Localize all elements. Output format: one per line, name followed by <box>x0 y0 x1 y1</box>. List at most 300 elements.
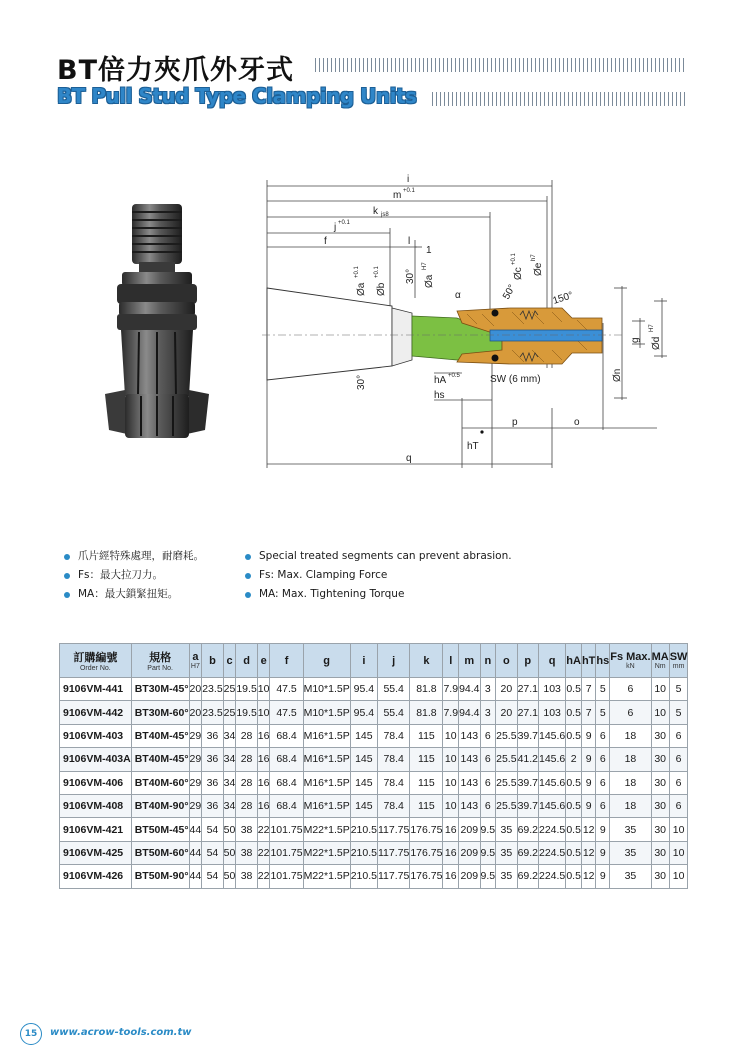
column-header <box>350 644 377 678</box>
table-cell: 30 <box>651 865 669 888</box>
column-header-label: hs <box>596 654 610 667</box>
table-cell: 27.1 <box>517 678 538 701</box>
table-cell: 47.5 <box>270 678 303 701</box>
note-en-1: Special treated segments can prevent abrasion. <box>245 547 512 566</box>
table-cell: 25 <box>223 701 236 724</box>
dim-label-q: q <box>406 453 412 464</box>
table-cell: 19.5 <box>236 701 257 724</box>
table-cell: 35 <box>610 865 651 888</box>
column-header <box>60 644 132 678</box>
table-cell: 210.5 <box>350 841 377 864</box>
table-row <box>60 818 688 841</box>
table-cell: 115 <box>410 794 443 817</box>
dim-label-i: i <box>407 174 410 185</box>
table-cell: 19.5 <box>236 678 257 701</box>
column-header <box>517 644 538 678</box>
table-cell: 5 <box>596 678 610 701</box>
table-cell: 28 <box>236 771 257 794</box>
table-cell: 30 <box>651 794 669 817</box>
table-cell: 0.5 <box>566 678 582 701</box>
table-cell: 10 <box>443 794 459 817</box>
table-cell: 36 <box>202 748 223 771</box>
table-cell: 94.4 <box>459 701 480 724</box>
column-header <box>378 644 410 678</box>
table-cell: 145.6 <box>539 794 566 817</box>
table-cell: 25.5 <box>496 794 517 817</box>
table-row <box>60 701 688 724</box>
table-cell: 143 <box>459 771 480 794</box>
order-number-cell: 9106VM-403 <box>60 724 132 747</box>
table-cell: 29 <box>189 748 202 771</box>
table-cell: 145 <box>350 724 377 747</box>
table-cell: 176.75 <box>410 841 443 864</box>
order-number-cell: 9106VM-426 <box>60 865 132 888</box>
table-cell: 35 <box>610 841 651 864</box>
column-header-label: p <box>524 654 532 667</box>
table-cell: 9 <box>596 818 610 841</box>
table-cell: 34 <box>223 724 236 747</box>
table-cell: 7.9 <box>443 678 459 701</box>
column-header-label: g <box>323 654 331 667</box>
table-cell: 81.8 <box>410 701 443 724</box>
table-cell: 35 <box>496 865 517 888</box>
table-cell: 68.4 <box>270 771 303 794</box>
column-header-label: SW <box>669 650 688 663</box>
table-cell: 78.4 <box>378 771 410 794</box>
table-cell: 23.5 <box>202 701 223 724</box>
table-cell: 78.4 <box>378 724 410 747</box>
dim-tol-k: js8 <box>381 212 389 218</box>
dim-label-o: o <box>574 417 580 428</box>
part-number-cell: BT40M-45° <box>131 748 189 771</box>
column-header-unit: kN <box>626 662 635 670</box>
column-header <box>566 644 582 678</box>
table-cell: 78.4 <box>378 748 410 771</box>
table-row <box>60 771 688 794</box>
table-cell: 0.5 <box>566 771 582 794</box>
table-cell: 115 <box>410 771 443 794</box>
part-number-cell: BT50M-90° <box>131 865 189 888</box>
table-cell: 35 <box>496 818 517 841</box>
table-cell: 209 <box>459 818 480 841</box>
table-cell: 30 <box>651 841 669 864</box>
table-cell: 55.4 <box>378 701 410 724</box>
table-cell: 143 <box>459 724 480 747</box>
table-cell: 6 <box>596 748 610 771</box>
table-cell: 54 <box>202 865 223 888</box>
table-cell: 12 <box>581 865 595 888</box>
table-cell: M22*1.5P <box>303 865 350 888</box>
dim-label-n: Øn <box>612 368 623 382</box>
table-cell: 16 <box>443 818 459 841</box>
table-row <box>60 865 688 888</box>
dim-label-e: Øe <box>533 262 544 276</box>
column-header <box>480 644 496 678</box>
table-cell: 6 <box>596 794 610 817</box>
table-cell: M16*1.5P <box>303 724 350 747</box>
column-header-label: n <box>484 654 492 667</box>
table-cell: 101.75 <box>270 818 303 841</box>
notes-en <box>245 547 512 604</box>
table-cell: 224.5 <box>539 818 566 841</box>
table-cell: 3 <box>480 678 496 701</box>
table-cell: 69.2 <box>517 841 538 864</box>
table-row <box>60 841 688 864</box>
table-cell: 9 <box>596 841 610 864</box>
table-cell: 115 <box>410 748 443 771</box>
table-cell: 39.7 <box>517 771 538 794</box>
table-cell: 50 <box>223 865 236 888</box>
table-cell: 176.75 <box>410 818 443 841</box>
table-cell: 7 <box>581 701 595 724</box>
dim-tol-b: +0.1 <box>374 266 380 278</box>
column-header-unit: mm <box>672 662 685 670</box>
title-stripe-top <box>315 58 687 72</box>
table-cell: M16*1.5P <box>303 748 350 771</box>
table-cell: 10 <box>443 724 459 747</box>
table-cell: 50 <box>223 818 236 841</box>
column-header-unit: Order No. <box>79 664 111 672</box>
technical-drawing <box>262 168 702 468</box>
table-cell: 6 <box>596 771 610 794</box>
dim-label-d: Ød <box>651 336 662 350</box>
table-cell: 115 <box>410 724 443 747</box>
table-cell: 50 <box>223 841 236 864</box>
table-cell: 0.5 <box>566 724 582 747</box>
table-cell: 5 <box>596 701 610 724</box>
column-header-label: j <box>392 654 396 667</box>
note-zh-3: MA：最大鎖緊扭矩。 <box>64 585 204 604</box>
table-cell: 36 <box>202 724 223 747</box>
title-stripe-bottom <box>432 92 687 106</box>
table-cell: 38 <box>236 841 257 864</box>
dim-tol-d: H7 <box>649 324 655 332</box>
column-header <box>669 644 688 678</box>
table-body <box>60 678 688 889</box>
table-cell: 6 <box>669 771 688 794</box>
table-cell: 44 <box>189 841 202 864</box>
order-number-cell: 9106VM-441 <box>60 678 132 701</box>
table-cell: 28 <box>236 794 257 817</box>
table-cell: 9 <box>581 748 595 771</box>
table-cell: 34 <box>223 794 236 817</box>
table-cell: 22 <box>257 841 270 864</box>
table-cell: 16 <box>257 771 270 794</box>
table-cell: M10*1.5P <box>303 678 350 701</box>
table-cell: 81.8 <box>410 678 443 701</box>
order-number-cell: 9106VM-408 <box>60 794 132 817</box>
column-header-label: 訂購編號 <box>73 651 118 664</box>
table-cell: 7 <box>581 678 595 701</box>
table-cell: 25.5 <box>496 724 517 747</box>
table-cell: 117.75 <box>378 818 410 841</box>
column-header-label: k <box>423 654 430 667</box>
dim-label-30: 30° <box>356 374 367 390</box>
dim-label-f: f <box>324 236 327 247</box>
notes-zh <box>64 547 204 604</box>
table-cell: 78.4 <box>378 794 410 817</box>
dim-label-c: Øc <box>513 267 524 280</box>
note-zh-2: Fs：最大拉刀力。 <box>64 566 204 585</box>
table-cell: 3 <box>480 701 496 724</box>
page-title-zh: BT倍力夾爪外牙式 <box>57 55 294 86</box>
column-header-label: o <box>502 654 510 667</box>
table-cell: 0.5 <box>566 865 582 888</box>
table-cell: 117.75 <box>378 841 410 864</box>
table-cell: 0.5 <box>566 818 582 841</box>
part-number-cell: BT40M-60° <box>131 771 189 794</box>
table-cell: 54 <box>202 818 223 841</box>
table-cell: 145 <box>350 771 377 794</box>
page-title-en: BT Pull Stud Type Clamping Units <box>57 84 417 108</box>
table-cell: 145.6 <box>539 724 566 747</box>
table-cell: 145 <box>350 748 377 771</box>
dim-tol-c: +0.1 <box>511 253 517 265</box>
table-cell: 18 <box>610 794 651 817</box>
dim-tol-a: +0.1 <box>354 266 360 278</box>
column-header <box>131 644 189 678</box>
table-cell: 10 <box>669 841 688 864</box>
column-header <box>270 644 303 678</box>
dim-label-150: 150° <box>551 289 575 307</box>
table-cell: 12 <box>581 818 595 841</box>
table-cell: 103 <box>539 678 566 701</box>
table-cell: 9 <box>581 771 595 794</box>
table-cell: 6 <box>610 678 651 701</box>
column-header <box>596 644 610 678</box>
table-cell: 143 <box>459 748 480 771</box>
order-number-cell: 9106VM-425 <box>60 841 132 864</box>
table-cell: 10 <box>669 865 688 888</box>
table-cell: 68.4 <box>270 748 303 771</box>
column-header <box>651 644 669 678</box>
dim-label-a: Øa <box>356 282 367 296</box>
table-cell: 54 <box>202 841 223 864</box>
column-header-label: hA <box>566 654 581 667</box>
table-cell: 20 <box>189 678 202 701</box>
column-header <box>223 644 236 678</box>
column-header-unit: H7 <box>190 662 200 670</box>
dim-label-a2: Øa <box>424 274 435 288</box>
table-cell: 10 <box>669 818 688 841</box>
table-cell: 39.7 <box>517 724 538 747</box>
dim-tol-a2: H7 <box>422 262 428 270</box>
table-cell: 10 <box>443 748 459 771</box>
table-cell: 176.75 <box>410 865 443 888</box>
dim-label-50: 50° <box>501 282 519 302</box>
table-cell: 210.5 <box>350 865 377 888</box>
table-cell: 16 <box>443 841 459 864</box>
dim-label-hs: hs <box>434 390 445 401</box>
table-cell: 34 <box>223 748 236 771</box>
table-cell: 6 <box>669 724 688 747</box>
note-en-3: MA: Max. Tightening Torque <box>245 585 512 604</box>
product-photo <box>95 190 225 450</box>
table-cell: 6 <box>480 794 496 817</box>
column-header <box>257 644 270 678</box>
table-cell: 36 <box>202 794 223 817</box>
website-link[interactable]: www.acrow-tools.com.tw <box>50 1027 192 1038</box>
table-cell: 145 <box>350 794 377 817</box>
part-number-cell: BT50M-45° <box>131 818 189 841</box>
table-cell: 30 <box>651 724 669 747</box>
part-number-cell: BT50M-60° <box>131 841 189 864</box>
table-cell: M16*1.5P <box>303 771 350 794</box>
column-header <box>202 644 223 678</box>
table-cell: 44 <box>189 865 202 888</box>
column-header <box>410 644 443 678</box>
table-cell: 0.5 <box>566 701 582 724</box>
table-cell: 25.5 <box>496 771 517 794</box>
table-cell: 6 <box>669 794 688 817</box>
note-en-2: Fs: Max. Clamping Force <box>245 566 512 585</box>
table-cell: M22*1.5P <box>303 841 350 864</box>
table-cell: 101.75 <box>270 841 303 864</box>
column-header <box>459 644 480 678</box>
dim-label-k: k <box>373 206 378 217</box>
table-cell: M16*1.5P <box>303 794 350 817</box>
table-cell: 29 <box>189 724 202 747</box>
table-cell: 22 <box>257 818 270 841</box>
table-cell: 101.75 <box>270 865 303 888</box>
column-header <box>496 644 517 678</box>
table-row <box>60 724 688 747</box>
table-cell: 95.4 <box>350 678 377 701</box>
table-cell: 16 <box>443 865 459 888</box>
table-cell: 9 <box>581 724 595 747</box>
column-header-label: l <box>449 654 453 667</box>
column-header <box>236 644 257 678</box>
table-cell: 68.4 <box>270 794 303 817</box>
dim-label-hT: hT <box>467 441 479 452</box>
order-number-cell: 9106VM-406 <box>60 771 132 794</box>
table-cell: 143 <box>459 794 480 817</box>
table-cell: 35 <box>610 818 651 841</box>
dim-label-30top: 30° <box>405 268 416 284</box>
table-cell: 9.5 <box>480 865 496 888</box>
table-cell: 5 <box>669 678 688 701</box>
table-row <box>60 794 688 817</box>
table-cell: 69.2 <box>517 865 538 888</box>
table-cell: 145.6 <box>539 771 566 794</box>
table-cell: 9.5 <box>480 841 496 864</box>
part-number-cell: BT40M-45° <box>131 724 189 747</box>
column-header-label: f <box>284 654 289 667</box>
spec-table <box>59 643 688 889</box>
dim-label-sw: SW (6 mm) <box>490 374 541 385</box>
table-cell: M10*1.5P <box>303 701 350 724</box>
dim-label-m: m <box>393 190 402 201</box>
table-row <box>60 678 688 701</box>
table-cell: 47.5 <box>270 701 303 724</box>
dim-label-j: j <box>334 222 337 233</box>
column-header-label: e <box>260 654 267 667</box>
table-cell: 44 <box>189 818 202 841</box>
column-header <box>581 644 595 678</box>
table-cell: 18 <box>610 771 651 794</box>
column-header-label: hT <box>581 654 596 667</box>
table-cell: 7.9 <box>443 701 459 724</box>
table-cell: 20 <box>189 701 202 724</box>
table-cell: 55.4 <box>378 678 410 701</box>
column-header <box>610 644 651 678</box>
table-cell: 36 <box>202 771 223 794</box>
table-cell: 30 <box>651 818 669 841</box>
table-cell: 20 <box>496 701 517 724</box>
column-header-label: c <box>226 654 233 667</box>
table-cell: 210.5 <box>350 818 377 841</box>
column-header-label: i <box>362 654 366 667</box>
table-cell: 28 <box>236 724 257 747</box>
table-cell: 18 <box>610 748 651 771</box>
table-cell: 6 <box>480 771 496 794</box>
column-header-label: 規格 <box>149 651 172 664</box>
dim-label-hA: hA <box>434 375 447 386</box>
table-cell: 16 <box>257 794 270 817</box>
table-cell: 12 <box>581 841 595 864</box>
table-cell: 27.1 <box>517 701 538 724</box>
part-number-cell: BT30M-60° <box>131 701 189 724</box>
table-cell: 25.5 <box>496 748 517 771</box>
table-cell: 69.2 <box>517 818 538 841</box>
dim-label-alpha: α <box>455 290 461 301</box>
table-cell: 6 <box>610 701 651 724</box>
table-cell: M22*1.5P <box>303 818 350 841</box>
table-cell: 38 <box>236 818 257 841</box>
dim-label-g: g <box>630 337 641 343</box>
table-cell: 10 <box>651 678 669 701</box>
table-cell: 9 <box>596 865 610 888</box>
table-header-row <box>60 644 688 678</box>
table-cell: 18 <box>610 724 651 747</box>
table-cell: 16 <box>257 748 270 771</box>
table-cell: 39.7 <box>517 794 538 817</box>
column-header <box>539 644 566 678</box>
table-cell: 20 <box>496 678 517 701</box>
table-cell: 2 <box>566 748 582 771</box>
column-header-label: q <box>548 654 556 667</box>
table-cell: 6 <box>480 724 496 747</box>
table-cell: 10 <box>651 701 669 724</box>
dim-label-b: Øb <box>376 282 387 296</box>
table-cell: 22 <box>257 865 270 888</box>
dim-label-p: p <box>512 417 518 428</box>
column-header-label: d <box>243 654 250 667</box>
table-cell: 5 <box>669 701 688 724</box>
column-header-label: MA <box>651 650 669 663</box>
table-cell: 41.2 <box>517 748 538 771</box>
dim-tol-hA: +0.5 <box>448 373 460 379</box>
table-cell: 30 <box>651 748 669 771</box>
table-cell: 6 <box>669 748 688 771</box>
table-cell: 10 <box>257 678 270 701</box>
column-header-label: Fs Max. <box>610 650 651 663</box>
dim-label-l: l <box>408 236 411 247</box>
part-number-cell: BT30M-45° <box>131 678 189 701</box>
order-number-cell: 9106VM-403A <box>60 748 132 771</box>
table-cell: 224.5 <box>539 865 566 888</box>
table-cell: 10 <box>257 701 270 724</box>
table-cell: 23.5 <box>202 678 223 701</box>
table-cell: 6 <box>480 748 496 771</box>
column-header-label: a <box>192 650 199 663</box>
table-cell: 145.6 <box>539 748 566 771</box>
table-cell: 209 <box>459 865 480 888</box>
table-cell: 117.75 <box>378 865 410 888</box>
table-cell: 6 <box>596 724 610 747</box>
column-header <box>189 644 202 678</box>
table-cell: 103 <box>539 701 566 724</box>
